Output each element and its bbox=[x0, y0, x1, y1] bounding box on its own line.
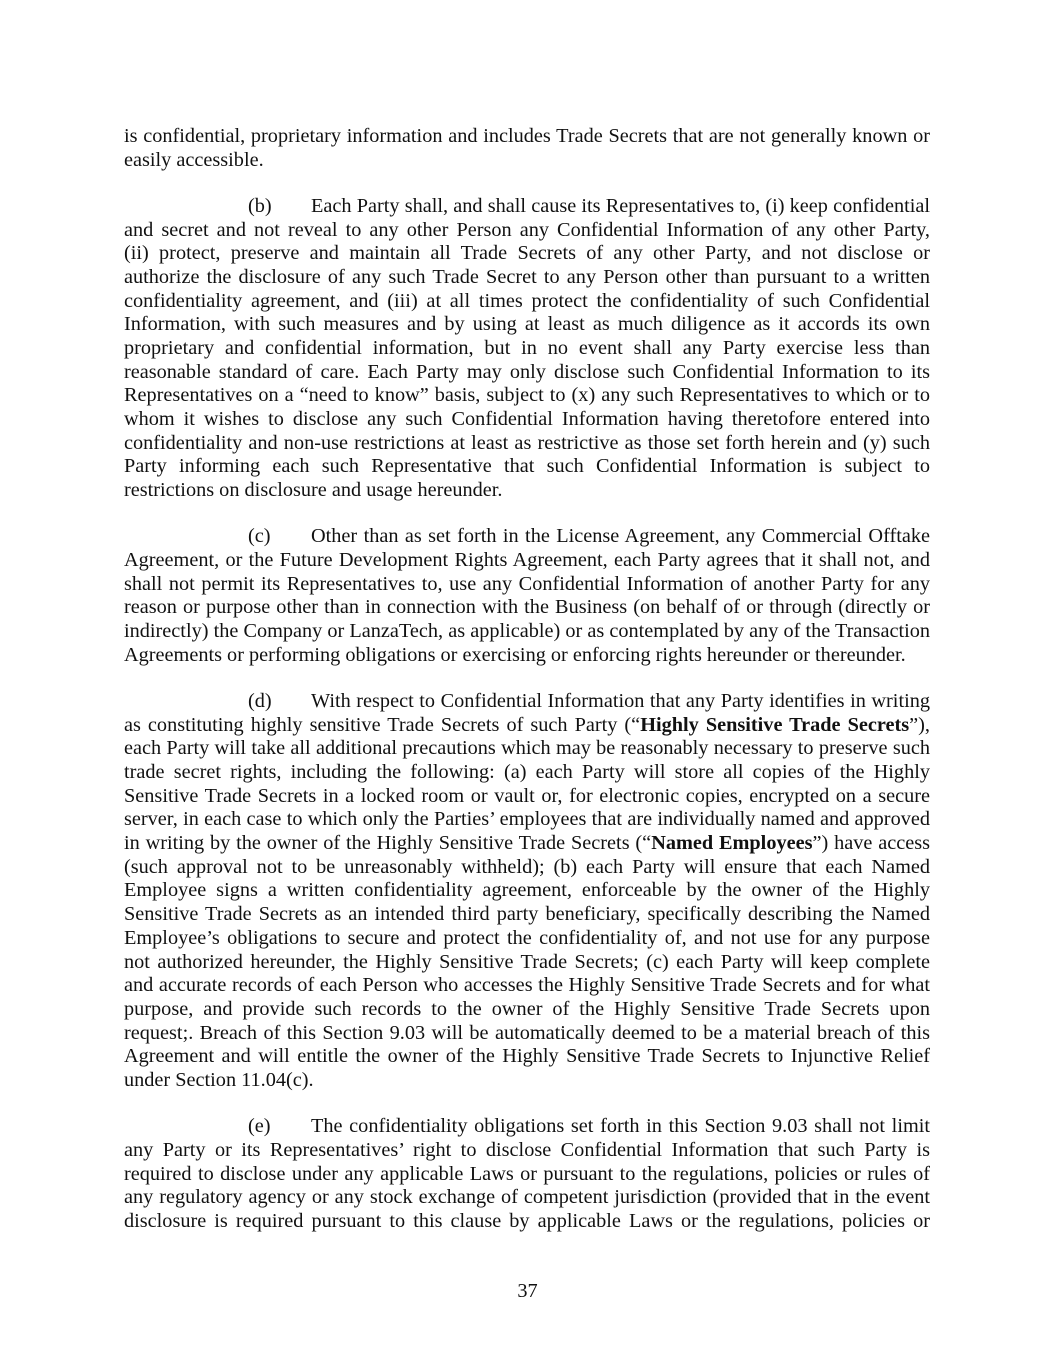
text-line: Sensitive Trade Secrets in a locked room or vault or, for electronic copies, encrypted on a secure bbox=[124, 784, 930, 807]
page-number: 37 bbox=[517, 1280, 538, 1302]
paragraph-continuation bbox=[124, 125, 930, 172]
text-line bbox=[124, 195, 930, 219]
text-line: reasonable standard of care. Each Party may only disclose such Confidential Information to its bbox=[124, 360, 930, 383]
line-segment: in writing by the owner of the Highly Sensitive Trade Secrets (“ bbox=[124, 832, 652, 855]
section-label: (c) bbox=[248, 525, 271, 548]
text-line: is confidential, proprietary information and includes Trade Secrets that are not generally known or bbox=[124, 125, 930, 147]
text-line: proprietary and confidential information, but in no event shall any Party exercise less than bbox=[124, 337, 930, 359]
text-line: indirectly) the Company or LanzaTech, as applicable) or as contemplated by any of the Transaction bbox=[124, 620, 930, 643]
text-line: required to disclose under any applicable Laws or pursuant to the regulations, policies or rules of bbox=[124, 1162, 930, 1185]
text-line: trade secret rights, including the following: (a) each Party will store all copies of the Highly bbox=[124, 761, 930, 783]
text-line bbox=[124, 525, 930, 549]
text-line: any regulatory agency or any stock exchange of competent jurisdiction (provided that in the event bbox=[124, 1186, 930, 1209]
text-line: not authorized hereunder, the Highly Sensitive Trade Secrets; (c) each Party will keep complete bbox=[124, 950, 930, 973]
text-line: request;. Breach of this Section 9.03 will be automatically deemed to be a material breach of this bbox=[124, 1021, 930, 1044]
text-line: authorize the disclosure of any such Trade Secret to any Person other than pursuant to a written bbox=[124, 265, 930, 288]
text-line: Party informing each such Representative that such Confidential Information is subject to bbox=[124, 455, 930, 478]
text-line: purpose, and provide such records to the owner of the Highly Sensitive Trade Secrets upon bbox=[124, 997, 930, 1020]
text-line: whom it wishes to disclose any such Confidential Information having theretofore entered into bbox=[124, 408, 930, 431]
text-line: confidentiality and non-use restrictions at least as restrictive as those set forth herein and (y) such bbox=[124, 431, 930, 454]
text-line: Agreement, or the Future Development Rights Agreement, each Party agrees that it shall not, and bbox=[124, 549, 930, 571]
text-line: (such approval not to be unreasonably withheld); (b) each Party will ensure that each Named bbox=[124, 855, 930, 878]
defined-term: Named Employees bbox=[651, 832, 813, 855]
text-line: Employee signs a written confidentiality agreement, enforceable by the owner of the Highly bbox=[124, 879, 930, 902]
text-line: restrictions on disclosure and usage hereunder. bbox=[124, 479, 503, 502]
section-label: (b) bbox=[248, 194, 272, 217]
text-line: Sensitive Trade Secrets as an intended third party beneficiary, specifically describing the Named bbox=[124, 903, 930, 926]
line-text: The confidentiality obligations set forth in this Section 9.03 shall not limit bbox=[311, 1115, 930, 1138]
text-line bbox=[124, 1115, 930, 1139]
line-text: Each Party shall, and shall cause its Representatives to, (i) keep confidential bbox=[311, 194, 930, 217]
text-line: any Party or its Representatives’ right to disclose Confidential Information that such Party is bbox=[124, 1138, 930, 1161]
text-line bbox=[124, 832, 930, 856]
defined-term: Highly Sensitive Trade Secrets bbox=[640, 713, 910, 736]
text-line: confidentiality agreement, and (iii) at all times protect the confidentiality of such Confidential bbox=[124, 289, 930, 312]
text-line: and secret and not reveal to any other Person any Confidential Information of any other Party, bbox=[124, 218, 930, 241]
text-line: Employee’s obligations to secure and protect the confidentiality of, and not use for any purpose bbox=[124, 926, 930, 949]
section-b bbox=[124, 195, 930, 503]
line-text: Other than as set forth in the License Agreement, any Commercial Offtake bbox=[311, 525, 930, 548]
text-line: reason or purpose other than in connection with the Business (on behalf of or through (directly or bbox=[124, 596, 930, 619]
line-text: With respect to Confidential Information that any Party identifies in writing bbox=[311, 689, 930, 712]
section-e bbox=[124, 1115, 930, 1233]
text-line: shall not permit its Representatives to, use any Confidential Information of another Party for any bbox=[124, 572, 930, 595]
text-line: easily accessible. bbox=[124, 148, 264, 171]
line-segment: as constituting highly sensitive Trade Secrets of such Party (“ bbox=[124, 713, 641, 736]
text-line: Representatives on a “need to know” basis, subject to (x) any such Representatives to which or to bbox=[124, 384, 930, 407]
section-d bbox=[124, 690, 930, 1093]
text-line: Agreements or performing obligations or exercising or enforcing rights hereunder or thereunder. bbox=[124, 643, 906, 666]
section-label: (e) bbox=[248, 1115, 271, 1138]
text-line: under Section 11.04(c). bbox=[124, 1068, 314, 1091]
line-segment: ”) have access bbox=[812, 832, 930, 855]
text-line bbox=[124, 690, 930, 714]
section-label: (d) bbox=[248, 689, 272, 712]
text-line: and accurate records of each Person who accesses the Highly Sensitive Trade Secrets and for what bbox=[124, 974, 930, 997]
text-line: (ii) protect, preserve and maintain all Trade Secrets of any other Party, and not disclose or bbox=[124, 242, 930, 265]
text-line: disclosure is required pursuant to this clause by applicable Laws or the regulations, policies or bbox=[124, 1209, 930, 1232]
line-segment: ”), bbox=[909, 713, 930, 736]
text-line: server, in each case to which only the Parties’ employees that are individually named and approved bbox=[124, 808, 930, 831]
section-c bbox=[124, 525, 930, 667]
text-line: Agreement and will entitle the owner of the Highly Sensitive Trade Secrets to Injunctive Relief bbox=[124, 1045, 930, 1068]
text-line: Information, with such measures and by using at least as much diligence as it accords its own bbox=[124, 313, 930, 336]
text-line bbox=[124, 714, 930, 738]
document-body bbox=[124, 125, 930, 1256]
text-line: each Party will take all additional precautions which may be reasonably necessary to preserve such bbox=[124, 737, 930, 760]
